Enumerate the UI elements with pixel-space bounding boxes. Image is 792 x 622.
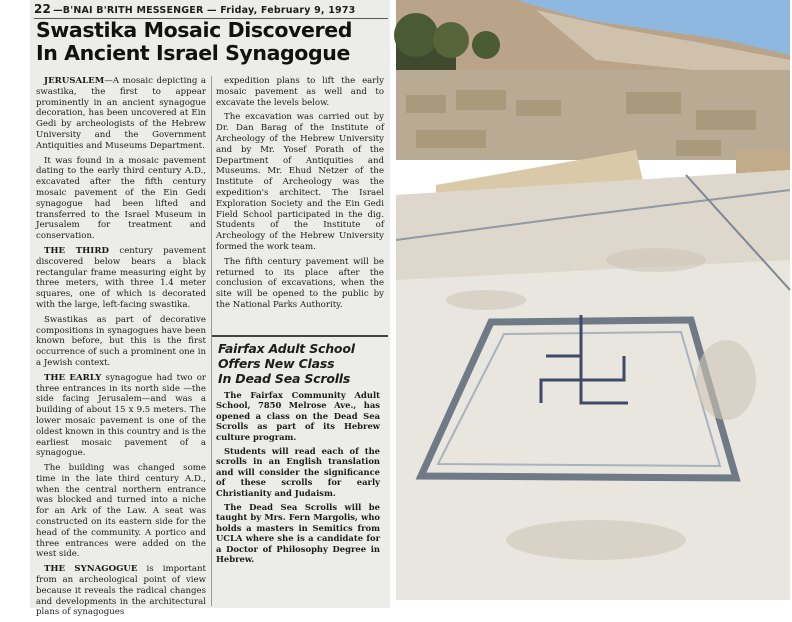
article-paragraph: The excavation was carried out by Dr. Dan Barag of the Institute of Archeology of the Hebrew University and by Mr. Yosef Porath of the Department of Antiquities and Museums. Mr. Ehud Netzer of the Institute of Archeology was the expedition's architect. The Israel Exploration Society and the Ein Gedi Field School participated in the dig. Students of the Institute of Archeology of the Hebrew University formed the work team. bbox=[216, 112, 384, 252]
sidebar-article bbox=[212, 335, 388, 610]
article-paragraph: THE THIRD century pavement discovered below bears a black rectangular frame measuring eight by three meters, with three 1.4 meter squares, one of which is decorated with the large, left-facing swastika. bbox=[36, 245, 207, 310]
article-paragraph: It was found in a mosaic pavement dating to the early third century A.D., excavated after the fifth century mosaic pavement of the Ein Gedi synagogue had been lifted and transferred to the Israel Museum in Jerusalem for treatment and conservation. bbox=[36, 155, 206, 242]
paragraph-lead: THE SYNAGOGUE bbox=[44, 564, 138, 575]
paragraph-lead: THE EARLY bbox=[44, 372, 102, 383]
mosaic-floor-photo bbox=[396, 0, 790, 600]
masthead bbox=[34, 2, 388, 19]
paragraph-lead: THE THIRD bbox=[44, 245, 109, 256]
sidebar-headline-line-3: In Dead Sea Scrolls bbox=[218, 371, 351, 386]
excavation-photo bbox=[396, 0, 790, 600]
page-number: 22 bbox=[34, 2, 52, 16]
sidebar-paragraph: Students will read each of the scrolls in an English translation and will consider the significance of these scrolls for early Christianity and Judaism. bbox=[216, 446, 380, 498]
article-paragraph: JERUSALEM—A mosaic depicting a swastika, the first to appear prominently in an ancient synagogue decoration, has been uncovered at Ein Gedi by archeologists of the Hebrew University and the Government Antiquities and Museums Department. bbox=[36, 76, 206, 151]
article-paragraph: The building was changed some time in the late third century A.D., when the central northern entrance was blocked and turned into a niche for an Ark of the Law. A seat was constructed on its eastern side for the head of the community. A portico and three entrances were added on the west side. bbox=[36, 463, 206, 560]
sidebar-headline-line-1: Fairfax Adult School bbox=[218, 341, 355, 356]
sidebar-paragraph: The Fairfax Community Adult School, 7850 Melrose Ave., has opened a class on the Dead Sea Scrolls as part of its Hebrew culture program. bbox=[216, 390, 380, 442]
sidebar-body bbox=[216, 390, 380, 565]
article-paragraph: expedition plans to lift the early mosaic pavement as well and to excavate the levels below. bbox=[216, 76, 384, 108]
sidebar-headline bbox=[218, 341, 388, 386]
newspaper-clipping bbox=[30, 0, 390, 618]
headline bbox=[36, 19, 388, 65]
article-paragraph: The fifth century pavement will be returned to its place after the conclusion of excavations, when the site will be opened to the public by the National Parks Authority. bbox=[216, 256, 384, 310]
sidebar-paragraph: The Dead Sea Scrolls will be taught by Mrs. Fern Margolis, who holds a masters in Semitics from UCLA where she is a candidate for a Doctor of Philosophy Degree in Hebrew. bbox=[216, 502, 380, 565]
article-paragraph: THE SYNAGOGUE is important from an archeological point of view because it reveals the radical changes and developments in the architectural plans of synagogues bbox=[36, 564, 206, 618]
article-paragraph: Swastikas as part of decorative compositions in synagogues have been known before, but this is the first occurrence of such a prominent one in a Jewish context. bbox=[36, 314, 206, 368]
article-column-1 bbox=[36, 76, 206, 622]
article-paragraph: THE EARLY synagogue had two or three entrances in its north side —the side facing Jerusalem—and was a building of about 15 x 9.5 meters. The lower mosaic pavement is one of the oldest known in this country and is the earliest mosaic pavement of a synagogue. bbox=[36, 372, 206, 459]
article-column-2 bbox=[216, 76, 384, 315]
sidebar-headline-line-2: Offers New Class bbox=[218, 356, 335, 371]
headline-line-1: Swastika Mosaic Discovered bbox=[36, 18, 353, 42]
masthead-text: —B'NAI B'RITH MESSENGER — Friday, February 9, 1973 bbox=[53, 5, 356, 16]
paragraph-lead: JERUSALEM bbox=[44, 76, 105, 86]
headline-line-2: In Ancient Israel Synagogue bbox=[36, 41, 350, 65]
